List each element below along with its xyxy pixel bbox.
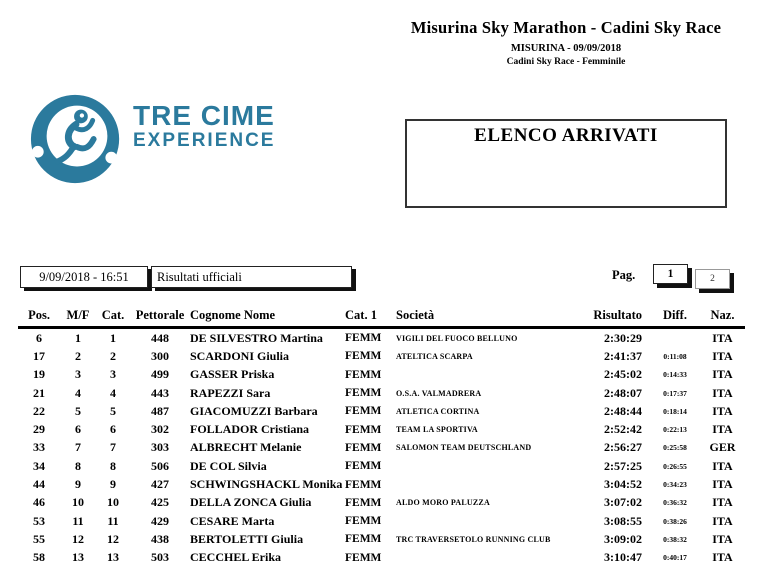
logo-line1: TRE CIME xyxy=(133,100,275,131)
cell: 487 xyxy=(151,403,169,418)
cell: 0:18:14 xyxy=(663,406,687,416)
cell: 3:09:02 xyxy=(604,531,642,546)
race-title: Misurina Sky Marathon - Cadini Sky Race xyxy=(410,18,722,37)
results-table xyxy=(18,308,745,567)
cell: 55 xyxy=(33,531,45,546)
table-row xyxy=(18,420,745,438)
cell: 44 xyxy=(33,477,45,492)
cell: FEMM xyxy=(345,441,382,454)
race-subtitle: MISURINA - 09/09/2018 xyxy=(510,43,622,54)
cell: 9 xyxy=(110,477,116,492)
table-row xyxy=(18,439,745,457)
cell: 303 xyxy=(151,440,169,455)
cell: 0:17:37 xyxy=(663,388,687,398)
column-header-2: Cat. xyxy=(101,308,125,322)
cell: 33 xyxy=(33,440,45,455)
cell: GASSER Priska xyxy=(190,367,275,382)
cell: BERTOLETTI Giulia xyxy=(190,531,304,546)
column-header-3: Pettorale xyxy=(135,308,185,322)
column-header-5: Cat. 1 xyxy=(345,308,377,322)
tre-cime-logo xyxy=(28,90,275,188)
cell: 6 xyxy=(36,330,42,345)
cell: DELLA ZONCA Giulia xyxy=(190,495,312,510)
cell: 3:04:52 xyxy=(604,477,642,492)
cell: GIACOMUZZI Barbara xyxy=(190,403,318,418)
cell: O.S.A. VALMADRERA xyxy=(396,388,482,398)
cell: 427 xyxy=(151,477,169,492)
cell: FEMM xyxy=(345,496,382,509)
cell: 1 xyxy=(110,330,116,345)
table-row xyxy=(18,347,745,365)
cell: 0:38:32 xyxy=(663,534,687,544)
cell: ATLETICA CORTINA xyxy=(396,406,480,416)
table-row xyxy=(18,475,745,493)
cell: ITA xyxy=(712,385,733,400)
cell: 21 xyxy=(33,385,45,400)
cell: FOLLADOR Cristiana xyxy=(190,422,310,437)
cell: 17 xyxy=(33,348,45,363)
cell: 2:52:42 xyxy=(604,422,642,437)
cell: 2:30:29 xyxy=(604,330,642,345)
cell: FEMM xyxy=(345,423,382,436)
cell: CECCHEL Erika xyxy=(190,550,282,565)
cell: 5 xyxy=(75,403,81,418)
cell: 300 xyxy=(151,348,169,363)
cell: 3 xyxy=(75,367,81,382)
column-header-9: Naz. xyxy=(710,308,735,322)
column-header-7: Risultato xyxy=(593,308,642,322)
elenco-arrivati-title: ELENCO ARRIVATI xyxy=(474,125,658,146)
status-box: Risultati ufficiali xyxy=(151,266,352,288)
cell: ITA xyxy=(712,403,733,418)
cell: SCHWINGSHACKL Monika xyxy=(190,477,343,492)
table-row xyxy=(18,549,745,567)
cell: 6 xyxy=(75,422,81,437)
cell: 443 xyxy=(151,385,169,400)
cell: 4 xyxy=(75,385,81,400)
cell: GER xyxy=(709,440,736,455)
cell: 19 xyxy=(33,367,45,382)
cell: FEMM xyxy=(345,350,382,363)
cell: SALOMON TEAM DEUTSCHLAND xyxy=(396,443,532,453)
cell: 0:38:26 xyxy=(663,516,687,526)
column-header-4: Cognome Nome xyxy=(190,308,276,322)
cell: 13 xyxy=(72,550,84,565)
table-row xyxy=(18,530,745,548)
cell: 448 xyxy=(151,330,169,345)
cell: 5 xyxy=(110,403,116,418)
cell: 7 xyxy=(110,440,116,455)
cell: ITA xyxy=(712,477,733,492)
race-category: Cadini Sky Race - Femminile xyxy=(506,57,626,67)
cell: ITA xyxy=(712,330,733,345)
cell: 2:56:27 xyxy=(604,440,642,455)
cell: 499 xyxy=(151,367,169,382)
cell: FEMM xyxy=(345,515,382,528)
cell: ITA xyxy=(712,367,733,382)
datetime-box: 9/09/2018 - 16:51 xyxy=(20,266,148,288)
cell: ATELTICA SCARPA xyxy=(396,351,473,361)
cell: 6 xyxy=(110,422,116,437)
cell: 3:08:55 xyxy=(604,513,642,528)
cell: 11 xyxy=(107,513,119,528)
column-header-6: Società xyxy=(396,308,435,322)
cell: 12 xyxy=(72,531,84,546)
cell: ITA xyxy=(712,495,733,510)
cell: 0:26:55 xyxy=(663,461,687,471)
cell: 9 xyxy=(75,477,81,492)
table-row xyxy=(18,329,745,347)
table-header-row xyxy=(18,308,745,329)
cell: 12 xyxy=(107,531,119,546)
cell: 0:14:33 xyxy=(663,370,687,380)
cell: ITA xyxy=(712,348,733,363)
cell: 425 xyxy=(151,495,169,510)
cell: FEMM xyxy=(345,460,382,473)
cell: 3 xyxy=(110,367,116,382)
cell: 0:40:17 xyxy=(663,553,687,563)
table-row xyxy=(18,494,745,512)
cell: FEMM xyxy=(345,533,382,546)
cell: 2:57:25 xyxy=(604,458,642,473)
cell: 29 xyxy=(33,422,45,437)
cell: 2:41:37 xyxy=(604,348,642,363)
cell: 3:07:02 xyxy=(604,495,642,510)
page-button-2[interactable]: 2 xyxy=(695,269,730,289)
cell: 13 xyxy=(107,550,119,565)
runner-icon xyxy=(28,90,126,188)
cell: 0:22:13 xyxy=(663,425,687,435)
cell: ITA xyxy=(712,422,733,437)
cell: 429 xyxy=(151,513,169,528)
cell: FEMM xyxy=(345,368,382,381)
cell: ITA xyxy=(712,513,733,528)
table-row xyxy=(18,512,745,530)
cell: ITA xyxy=(712,550,733,565)
column-header-8: Diff. xyxy=(663,308,687,322)
cell: FEMM xyxy=(345,405,382,418)
cell: 0:11:08 xyxy=(663,351,687,361)
cell: DE COL Silvia xyxy=(190,458,267,473)
cell: 7 xyxy=(75,440,81,455)
cell: 58 xyxy=(33,550,45,565)
cell: 10 xyxy=(107,495,119,510)
cell: ITA xyxy=(712,458,733,473)
cell: 22 xyxy=(33,403,45,418)
cell: TRC TRAVERSETOLO RUNNING CLUB xyxy=(396,534,551,544)
cell: 53 xyxy=(33,513,45,528)
elenco-arrivati-box xyxy=(405,119,727,208)
cell: 4 xyxy=(110,385,116,400)
cell: ALBRECHT Melanie xyxy=(190,440,302,455)
cell: 438 xyxy=(151,531,169,546)
table-row xyxy=(18,384,745,402)
cell: 506 xyxy=(151,458,169,473)
cell: 2:48:07 xyxy=(604,385,642,400)
cell: SCARDONI Giulia xyxy=(190,348,290,363)
table-row xyxy=(18,366,745,384)
table-row xyxy=(18,402,745,420)
cell: 8 xyxy=(75,458,81,473)
cell: 0:25:58 xyxy=(663,443,687,453)
cell: 2:45:02 xyxy=(604,367,642,382)
cell: RAPEZZI Sara xyxy=(190,385,271,400)
cell: 2 xyxy=(110,348,116,363)
cell: 302 xyxy=(151,422,169,437)
cell: FEMM xyxy=(345,551,382,564)
cell: 2 xyxy=(75,348,81,363)
cell: 0:36:32 xyxy=(663,498,687,508)
cell: TEAM LA SPORTIVA xyxy=(396,425,478,435)
column-header-0: Pos. xyxy=(28,308,50,322)
cell: 8 xyxy=(110,458,116,473)
cell: 2:48:44 xyxy=(604,403,642,418)
cell: 503 xyxy=(151,550,169,565)
page-label: Pag. xyxy=(612,268,636,282)
logo-line2: EXPERIENCE xyxy=(133,130,276,151)
cell: CESARE Marta xyxy=(190,513,275,528)
cell: FEMM xyxy=(345,332,382,345)
cell: FEMM xyxy=(345,387,382,400)
cell: ITA xyxy=(712,531,733,546)
page-button-1[interactable]: 1 xyxy=(653,264,688,284)
cell: 0:34:23 xyxy=(663,480,687,490)
cell: FEMM xyxy=(345,478,382,491)
cell: 46 xyxy=(33,495,45,510)
cell: 3:10:47 xyxy=(604,550,642,565)
table-row xyxy=(18,457,745,475)
race-header xyxy=(403,18,729,67)
cell: 10 xyxy=(72,495,84,510)
cell: VIGILI DEL FUOCO BELLUNO xyxy=(396,333,518,343)
cell: 1 xyxy=(75,330,81,345)
cell: 34 xyxy=(33,458,45,473)
cell: ALDO MORO PALUZZA xyxy=(396,498,490,508)
cell: 11 xyxy=(72,513,84,528)
cell: DE SILVESTRO Martina xyxy=(190,330,323,345)
logo-text xyxy=(133,102,275,152)
table-body xyxy=(18,329,745,567)
column-header-1: M/F xyxy=(66,308,90,322)
